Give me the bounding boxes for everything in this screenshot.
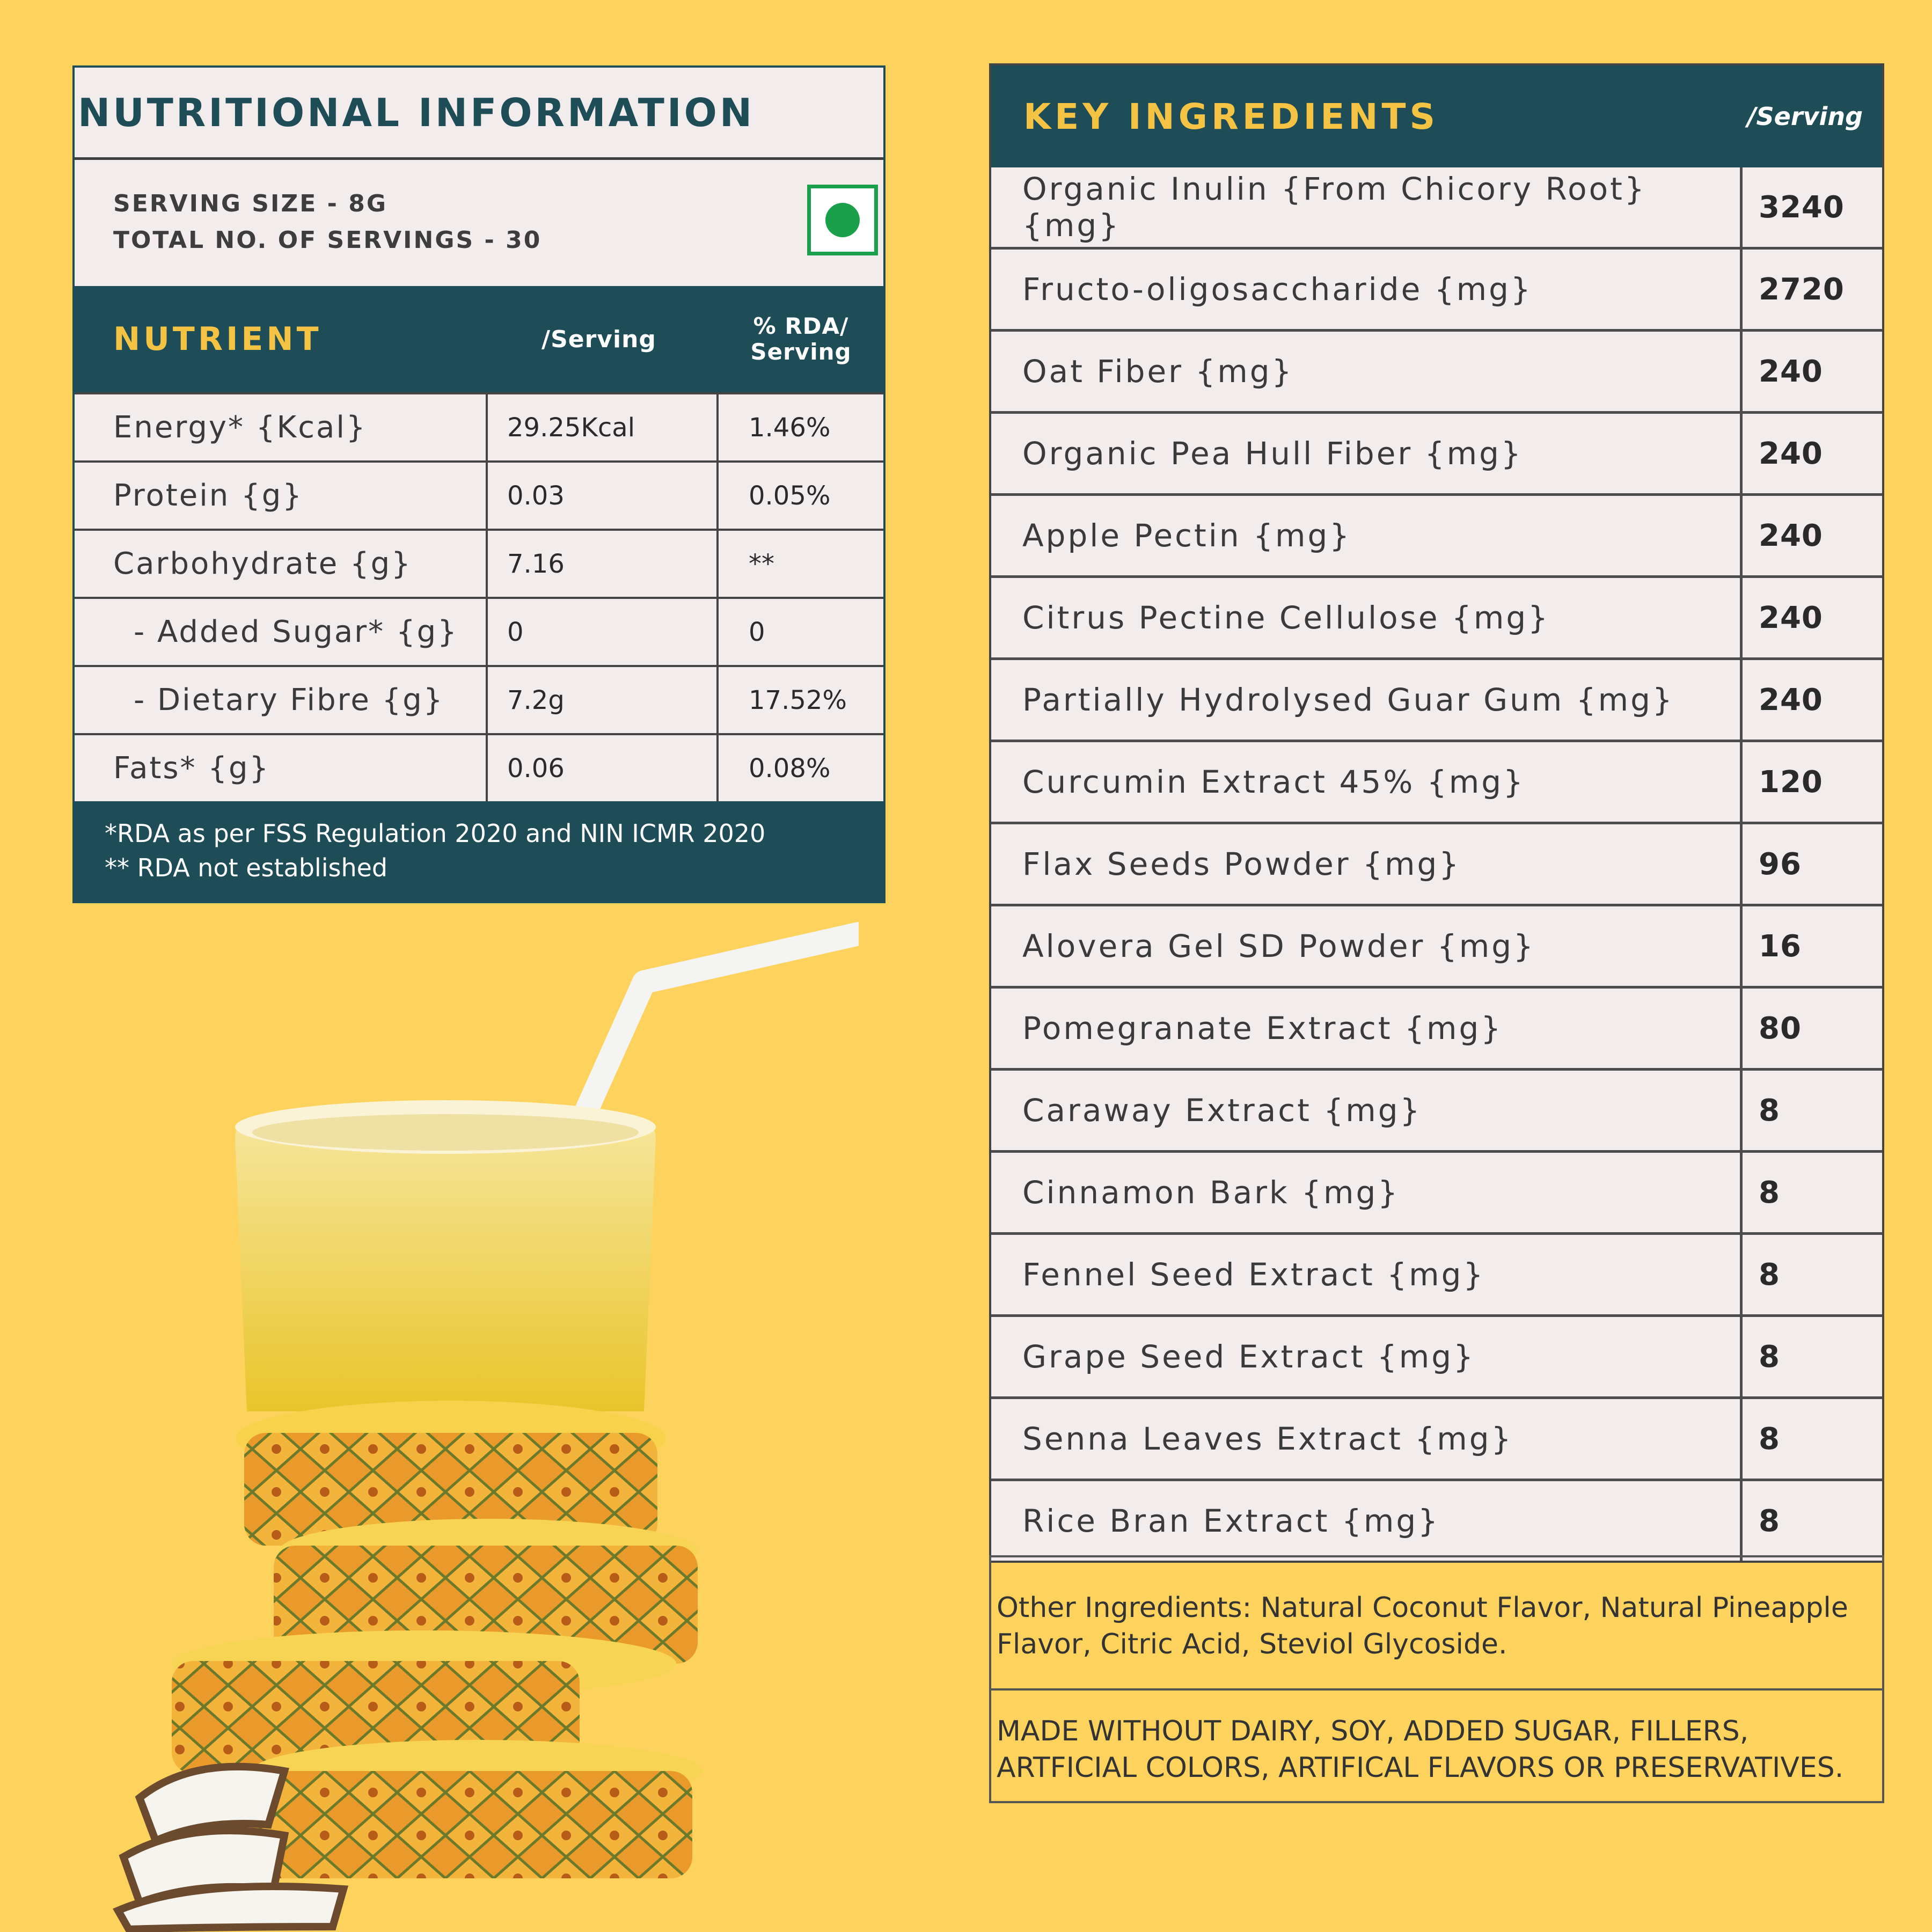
nutrition-rows	[75, 392, 883, 801]
ingredient-value: 240	[1759, 436, 1823, 471]
ingredient-name: Fructo-oligosaccharide {mg}	[991, 250, 1743, 329]
ingredient-row	[991, 1314, 1882, 1396]
ingredient-name: Organic Inulin {From Chicory Root} {mg}	[991, 167, 1743, 247]
ingredient-value: 8	[1759, 1421, 1780, 1457]
ingredients-panel	[989, 63, 1884, 1563]
nutrient-serving: 29.25Kcal	[488, 394, 719, 460]
pineapple-drink-image	[107, 912, 859, 1932]
nutrition-row	[75, 460, 883, 529]
nutrient-serving: 0.03	[488, 463, 719, 529]
ingredients-header	[991, 65, 1882, 167]
ingredient-row	[991, 986, 1882, 1068]
nutrient-rda: 0	[749, 617, 765, 647]
made-without	[989, 1690, 1884, 1803]
nutrient-rda: **	[749, 548, 774, 579]
ingredient-value: 120	[1759, 764, 1823, 800]
ingredient-row	[991, 822, 1882, 904]
nutrition-title: NUTRITIONAL INFORMATION	[75, 68, 883, 160]
ingredient-name: Curcumin Extract 45% {mg}	[991, 742, 1743, 822]
ingredient-row	[991, 1150, 1882, 1232]
ingredient-name: Fennel Seed Extract {mg}	[991, 1235, 1743, 1314]
ingredient-row	[991, 1068, 1882, 1150]
ingredient-value: 80	[1759, 1011, 1802, 1046]
ingredient-value: 240	[1759, 682, 1823, 718]
ingredient-row	[991, 1396, 1882, 1479]
nutrient-serving: 7.16	[488, 531, 719, 597]
ingredient-value: 240	[1759, 600, 1823, 635]
nutrient-rda: 1.46%	[749, 412, 831, 443]
veg-mark-icon	[807, 185, 878, 255]
ingredient-value: 3240	[1759, 189, 1845, 225]
ingredient-name: Grape Seed Extract {mg}	[991, 1317, 1743, 1396]
ingredient-name: Pomegranate Extract {mg}	[991, 989, 1743, 1068]
header-per-serving: /Serving	[541, 325, 656, 353]
made-without-line-2: ARTFICIAL COLORS, ARTIFICAL FLAVORS OR PRESERVATIVES.	[997, 1752, 1844, 1784]
ingredient-row	[991, 1232, 1882, 1314]
nutrition-panel	[72, 65, 885, 903]
nutrient-name: Fats* {g}	[75, 735, 488, 801]
nutrient-name: Carbohydrate {g}	[75, 531, 488, 597]
made-without-line-1: MADE WITHOUT DAIRY, SOY, ADDED SUGAR, FILLERS,	[997, 1715, 1749, 1747]
nutrition-row	[75, 733, 883, 801]
ingredient-name: Oat Fiber {mg}	[991, 332, 1743, 411]
nutrient-rda: 0.08%	[749, 753, 831, 784]
footnote-not-established: ** RDA not established	[105, 853, 388, 882]
total-servings: TOTAL NO. OF SERVINGS - 30	[113, 226, 542, 254]
other-ingredients-line-1: Other Ingredients: Natural Coconut Flavor, Natural Pineapple	[997, 1592, 1848, 1624]
ingredient-value: 16	[1759, 928, 1802, 964]
nutrient-name: - Dietary Fibre {g}	[75, 667, 488, 733]
ingredient-name: Apple Pectin {mg}	[991, 496, 1743, 575]
nutrient-serving: 7.2g	[488, 667, 719, 733]
header-nutrient: NUTRIENT	[113, 320, 322, 358]
ingredient-name: Rice Bran Extract {mg}	[991, 1481, 1743, 1561]
nutrition-row	[75, 665, 883, 733]
nutrition-row	[75, 392, 883, 460]
ingredient-row	[991, 167, 1882, 247]
ingredient-value: 8	[1759, 1175, 1780, 1210]
ingredient-row	[991, 411, 1882, 493]
nutrient-serving: 0	[488, 599, 719, 665]
ingredient-value: 240	[1759, 354, 1823, 389]
nutrition-row	[75, 529, 883, 597]
footnote-rda: *RDA as per FSS Regulation 2020 and NIN ICMR 2020	[105, 819, 766, 848]
nutrient-rda: 0.05%	[749, 480, 831, 511]
nutrient-name: - Added Sugar* {g}	[75, 599, 488, 665]
ingredient-name: Senna Leaves Extract {mg}	[991, 1399, 1743, 1479]
nutrition-header	[75, 286, 883, 392]
header-rda: % RDA/ Serving	[750, 313, 852, 365]
nutrient-rda: 17.52%	[749, 685, 847, 715]
ingredient-name: Partially Hydrolysed Guar Gum {mg}	[991, 660, 1743, 740]
serving-info	[75, 160, 883, 286]
ingredient-row	[991, 247, 1882, 329]
ingredient-value: 2720	[1759, 272, 1845, 307]
ingredient-row	[991, 904, 1882, 986]
ingredient-name: Caraway Extract {mg}	[991, 1071, 1743, 1150]
ingredients-per-serving: /Serving	[1747, 102, 1863, 131]
ingredient-value: 240	[1759, 518, 1823, 553]
nutrient-name: Energy* {Kcal}	[75, 394, 488, 460]
ingredient-row	[991, 657, 1882, 740]
nutrition-footnotes	[75, 801, 883, 901]
serving-size: SERVING SIZE - 8G	[113, 190, 387, 217]
ingredient-rows	[991, 167, 1882, 1561]
ingredient-value: 8	[1759, 1503, 1780, 1539]
ingredient-value: 8	[1759, 1339, 1780, 1374]
ingredient-value: 8	[1759, 1257, 1780, 1292]
ingredient-row	[991, 329, 1882, 411]
nutrition-row	[75, 597, 883, 665]
ingredient-value: 96	[1759, 846, 1802, 882]
ingredient-row	[991, 740, 1882, 822]
nutrient-serving: 0.06	[488, 735, 719, 801]
ingredient-row	[991, 575, 1882, 657]
ingredient-name: Citrus Pectine Cellulose {mg}	[991, 578, 1743, 657]
ingredient-name: Organic Pea Hull Fiber {mg}	[991, 414, 1743, 493]
other-ingredients	[989, 1555, 1884, 1690]
ingredient-name: Alovera Gel SD Powder {mg}	[991, 906, 1743, 986]
ingredients-title: KEY INGREDIENTS	[1023, 96, 1439, 137]
nutrient-name: Protein {g}	[75, 463, 488, 529]
ingredient-name: Cinnamon Bark {mg}	[991, 1153, 1743, 1232]
other-ingredients-line-2: Flavor, Citric Acid, Steviol Glycoside.	[997, 1628, 1507, 1660]
ingredient-row	[991, 1479, 1882, 1561]
ingredient-name: Flax Seeds Powder {mg}	[991, 824, 1743, 904]
ingredient-value: 8	[1759, 1093, 1780, 1128]
ingredient-row	[991, 493, 1882, 575]
